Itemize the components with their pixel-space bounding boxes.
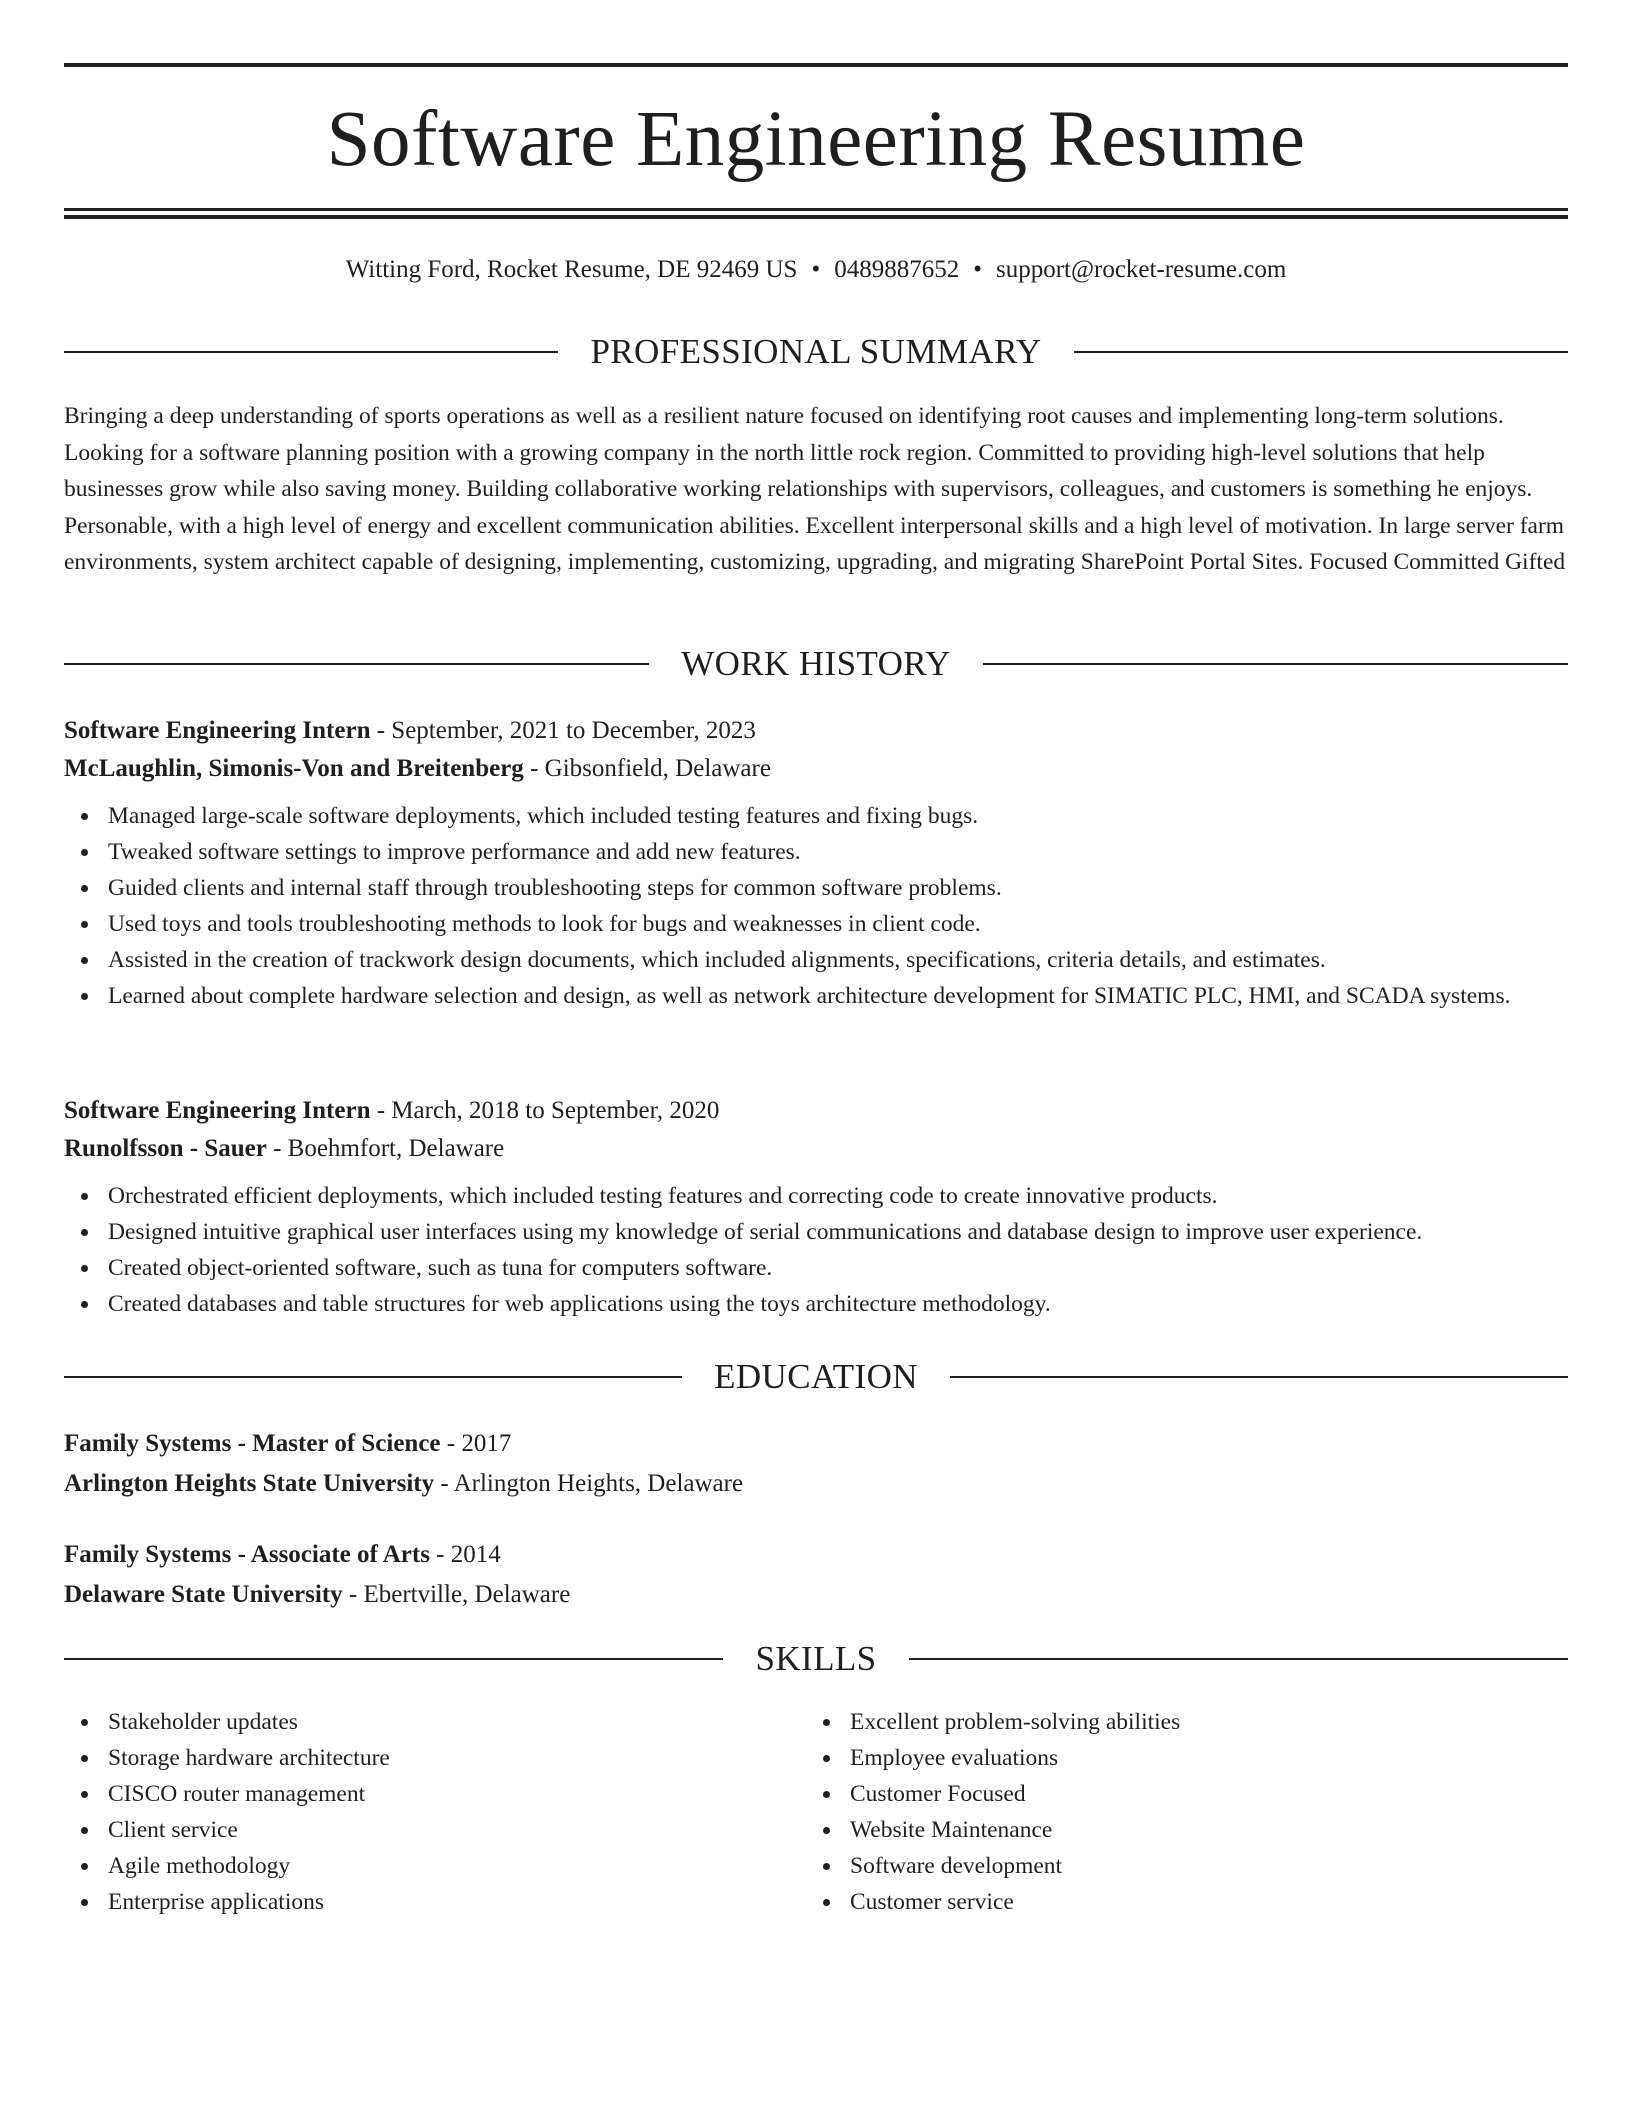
job-bullets bbox=[64, 1178, 1568, 1322]
heading-rule bbox=[983, 663, 1568, 665]
heading-rule bbox=[64, 663, 649, 665]
job-header bbox=[64, 712, 1568, 750]
list-item: Storage hardware architecture bbox=[108, 1740, 764, 1776]
contact-separator: • bbox=[973, 256, 982, 283]
skills-column-right bbox=[806, 1704, 1506, 1920]
heading-rule bbox=[950, 1376, 1568, 1378]
skills-column-left bbox=[64, 1704, 764, 1920]
section-heading-work bbox=[64, 642, 1568, 686]
list-item: Agile methodology bbox=[108, 1848, 764, 1884]
list-item: CISCO router management bbox=[108, 1776, 764, 1812]
list-item: Designed intuitive graphical user interfaces using my knowledge of serial communications and database design to improve user experience. bbox=[108, 1214, 1568, 1250]
list-item: Guided clients and internal staff through troubleshooting steps for common software problems. bbox=[108, 870, 1568, 906]
list-item: Customer service bbox=[850, 1884, 1506, 1920]
school-name: Arlington Heights State University bbox=[64, 1470, 435, 1497]
job-bullets bbox=[64, 798, 1568, 1014]
list-item: Stakeholder updates bbox=[108, 1704, 764, 1740]
school-location: - Arlington Heights, Delaware bbox=[434, 1470, 744, 1497]
job-dates: - September, 2021 to December, 2023 bbox=[370, 717, 756, 744]
contact-phone: 0489887652 bbox=[834, 256, 960, 283]
list-item: Enterprise applications bbox=[108, 1884, 764, 1920]
heading-rule bbox=[909, 1658, 1568, 1660]
list-item: Created object-oriented software, such as tuna for computers software. bbox=[108, 1250, 1568, 1286]
title-double-rule bbox=[64, 208, 1568, 219]
list-item: Assisted in the creation of trackwork design documents, which included alignments, specifications, criteria details, and estimates. bbox=[108, 942, 1568, 978]
education-year: - 2017 bbox=[440, 1430, 512, 1457]
education-entry bbox=[64, 1424, 1568, 1504]
list-item: Created databases and table structures for web applications using the toys architecture methodology. bbox=[108, 1286, 1568, 1322]
school-name: Delaware State University bbox=[64, 1581, 343, 1608]
job-employer bbox=[64, 1130, 1568, 1168]
list-item: Website Maintenance bbox=[850, 1812, 1506, 1848]
school-location: - Ebertville, Delaware bbox=[342, 1581, 571, 1608]
section-title: EDUCATION bbox=[714, 1357, 918, 1396]
list-item: Employee evaluations bbox=[850, 1740, 1506, 1776]
contact-address: Witting Ford, Rocket Resume, DE 92469 US bbox=[345, 256, 798, 283]
job-employer bbox=[64, 750, 1568, 788]
section-heading-summary bbox=[64, 330, 1568, 374]
heading-rule bbox=[64, 1658, 723, 1660]
heading-rule bbox=[1074, 351, 1568, 353]
heading-rule bbox=[64, 1376, 682, 1378]
job-entry bbox=[64, 712, 1568, 1014]
list-item: Tweaked software settings to improve performance and add new features. bbox=[108, 834, 1568, 870]
resume-title: Software Engineering Resume bbox=[326, 96, 1306, 183]
contact-line bbox=[64, 252, 1568, 288]
heading-rule bbox=[64, 351, 558, 353]
degree-name: Family Systems - Associate of Arts bbox=[64, 1541, 430, 1568]
section-title: SKILLS bbox=[755, 1639, 877, 1678]
list-item: Learned about complete hardware selection and design, as well as network architecture development for SIMATIC PLC, HMI, and SCADA systems. bbox=[108, 978, 1568, 1014]
company-name: Runolfsson - Sauer bbox=[64, 1135, 267, 1162]
contact-separator: • bbox=[811, 256, 821, 283]
section-heading-education bbox=[64, 1355, 1568, 1399]
skills-list bbox=[64, 1704, 764, 1920]
job-location: - Gibsonfield, Delaware bbox=[523, 755, 771, 782]
list-item: Client service bbox=[108, 1812, 764, 1848]
job-title: Software Engineering Intern bbox=[64, 1097, 371, 1124]
degree-name: Family Systems - Master of Science bbox=[64, 1430, 441, 1457]
top-rule bbox=[64, 63, 1568, 67]
job-entry bbox=[64, 1092, 1568, 1322]
job-header bbox=[64, 1092, 1568, 1130]
education-year: - 2014 bbox=[429, 1541, 501, 1568]
list-item: Orchestrated efficient deployments, which included testing features and correcting code to create innovative products. bbox=[108, 1178, 1568, 1214]
summary-text: Bringing a deep understanding of sports operations as well as a resilient nature focused on identifying root causes and implementing long-term solutions. Looking for a software planning position with a growing company in the north little rock region. Committed to providing high-level solutions that help businesses grow while also saving money. Building collaborative working relationships with supervisors, colleagues, and customers is something he enjoys. Personable, with a high level of energy and excellent communication abilities. Excellent interpersonal skills and a high level of motivation. In large server farm environments, system architect capable of designing, implementing, customizing, upgrading, and migrating SharePoint Portal Sites. Focused Committed Gifted bbox=[64, 403, 1566, 575]
education-header bbox=[64, 1535, 1568, 1575]
contact-email: support@rocket-resume.com bbox=[995, 256, 1287, 283]
company-name: McLaughlin, Simonis-Von and Breitenberg bbox=[64, 755, 524, 782]
section-title: WORK HISTORY bbox=[681, 644, 951, 683]
education-entry bbox=[64, 1535, 1568, 1615]
list-item: Excellent problem-solving abilities bbox=[850, 1704, 1506, 1740]
skills-list bbox=[806, 1704, 1506, 1920]
job-location: - Boehmfort, Delaware bbox=[266, 1135, 505, 1162]
job-dates: - March, 2018 to September, 2020 bbox=[370, 1097, 720, 1124]
section-heading-skills bbox=[64, 1637, 1568, 1681]
section-title: PROFESSIONAL SUMMARY bbox=[590, 332, 1042, 371]
education-header bbox=[64, 1424, 1568, 1464]
education-school bbox=[64, 1575, 1568, 1615]
list-item: Software development bbox=[850, 1848, 1506, 1884]
list-item: Customer Focused bbox=[850, 1776, 1506, 1812]
list-item: Used toys and tools troubleshooting methods to look for bugs and weaknesses in client code. bbox=[108, 906, 1568, 942]
education-school bbox=[64, 1464, 1568, 1504]
job-title: Software Engineering Intern bbox=[64, 717, 371, 744]
list-item: Managed large-scale software deployments, which included testing features and fixing bugs. bbox=[108, 798, 1568, 834]
